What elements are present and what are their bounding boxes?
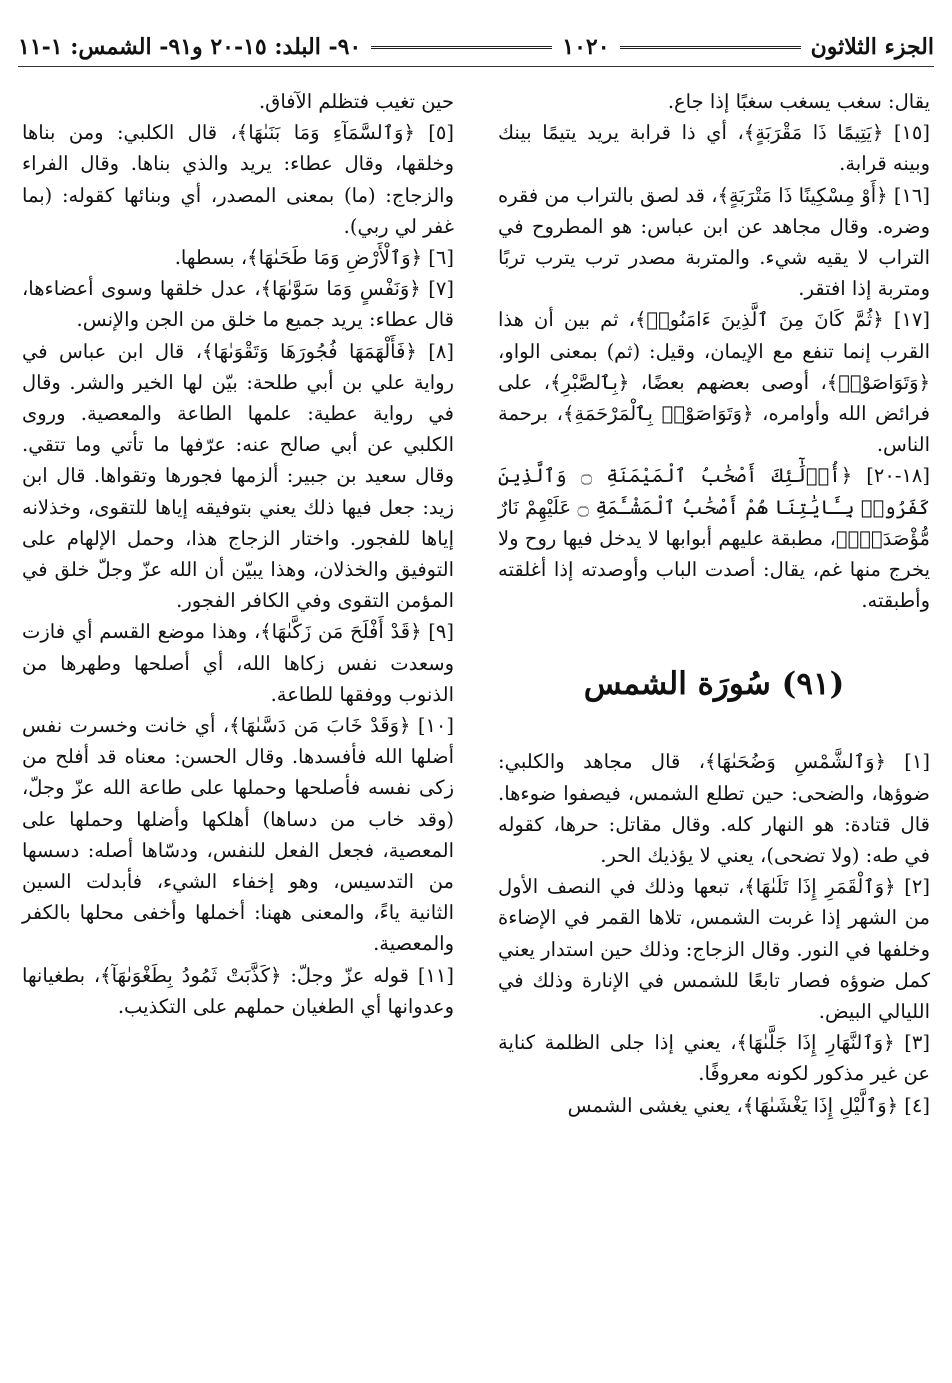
paragraph: [٣] ﴿وَٱلنَّهَارِ إِذَا جَلَّىٰهَا﴾، يعني إذا جلى الظلمة كناية عن غير مذكور لكونه معروفًا. bbox=[498, 1031, 930, 1086]
paragraph: [٢] ﴿وَٱلْقَمَرِ إِذَا تَلَىٰهَا﴾، تبعها وذلك في النصف الأول من الشهر إذا غربت الشمس، تلاها القمر في الإضاءة وخلفها في النور. وقال الزجاج: وذلك حين استدار يعني كمل ضوؤه فصار تابعًا للشمس في الإنارة وذلك في الليالي البيض. bbox=[498, 875, 930, 1024]
paragraph: [١٧] ﴿ثُمَّ كَانَ مِنَ ٱلَّذِينَ ءَامَنُوا۟﴾، ثم بين أن هذا القرب إنما تنفع مع الإيمان، وقيل: (ثم) بمعنى الواو، ﴿وَتَوَاصَوْا۟﴾، أوصى بعضهم بعضًا، ﴿بِٱلصَّبْرِ﴾، على فرائض الله وأوامره، ﴿وَتَوَاصَوْا۟ بِٱلْمَرْحَمَةِ﴾، برحمة الناس. bbox=[498, 308, 930, 457]
paragraph: [٩] ﴿قَدْ أَفْلَحَ مَن زَكَّىٰهَا﴾، وهذا موضع القسم أي فازت وسعدت نفس زكاها الله، أي أصلحها وطهرها من الذنوب ووفقها للطاعة. bbox=[22, 620, 454, 706]
paragraph: [١] ﴿وَٱلشَّمْسِ وَضُحَىٰهَا﴾، قال مجاهد والكلبي: ضوؤها، والضحى: حين تطلع الشمس، فيصفوا ضوءها. قال قتادة: هو النهار كله. وقال مقاتل: حرها، كقوله في طه: (ولا تضحى)، يعني لا يؤذيك الحر. bbox=[498, 750, 930, 868]
surah-title: (٩١) سُورَة الشمس bbox=[583, 666, 845, 703]
paragraph: [١٨-٢٠] ﴿أُو۟لَٰٓئِكَ أَصْحَٰبُ ٱلْمَيْمَنَةِ ۝ وَٱلَّذِينَ كَفَرُوا۟ بِـَٔايَٰتِنَا هُمْ أَصْحَٰبُ ٱلْمَشْـَٔمَةِ ۝ عَلَيْهِمْ نَارٌ مُّؤْصَدَةٌۢ﴾، مطبقة عليهم أبوابها لا يدخل فيها روح ولا يخرج منها غم، يقال: أصدت الباب وأوصدته إذا أغلقته وأطبقته. bbox=[498, 464, 931, 613]
paragraph: يقال: سغب يسغب سغبًا إذا جاع. bbox=[667, 90, 930, 113]
paragraph: [٤] ﴿وَٱلَّيْلِ إِذَا يَغْشَىٰهَا﴾، يعني يغشى الشمس bbox=[567, 1093, 930, 1117]
paragraph: [٥] ﴿وَٱلسَّمَآءِ وَمَا بَنَىٰهَا﴾، قال الكلبي: ومن بناها وخلقها، وقال عطاء: يريد والذي بناها. وقال الفراء والزجاج: (ما) بمعنى المصدر، أي وبنائها كقوله: (بما غفر لي ربي). bbox=[22, 121, 454, 238]
paragraph: [٨] ﴿فَأَلْهَمَهَا فُجُورَهَا وَتَقْوَىٰهَا﴾، قال ابن عباس في رواية علي بن أبي طلحة: بيّن لها الخير والشر. وقال في رواية عطية: علمها الطاعة والمعصية. وروى الكلبي عن أبي صالح عنه: عرّفها ما تأتي وما تتقي. وقال سعيد بن جبير: ألزمها فجورها وتقواها. قال ابن زيد: جعل فيها ذلك يعني بتوفيقه إياها للتقوى، وخذلانه إياها للفجور. واختار الزجاج هذا، وحمل الإلهام على التوفيق والخذلان، وهذا يبيّن أن الله عزّ وجلّ خلق في المؤمن التقوى وفي الكافر الفجور. bbox=[22, 339, 454, 613]
header-rule bbox=[620, 46, 801, 49]
paragraph: [٧] ﴿وَنَفْسٍ وَمَا سَوَّىٰهَا﴾، عدل خلقها وسوى أعضاءها، قال عطاء: يريد جميع ما خلق من الجن والإنس. bbox=[22, 277, 454, 332]
header-rule bbox=[371, 46, 552, 49]
paragraph: [١٥] ﴿يَتِيمًا ذَا مَقْرَبَةٍ﴾، أي ذا قرابة يريد يتيمًا بينك وبينه قرابة. bbox=[498, 121, 930, 176]
page-number: ١٠٢٠ bbox=[562, 34, 610, 60]
page-header bbox=[18, 30, 934, 64]
paragraph: [١٦] ﴿أَوْ مِسْكِينًا ذَا مَتْرَبَةٍ﴾، قد لصق بالتراب من فقره وضره. وقال مجاهد عن ابن عباس: هو المطروح في التراب لا يقيه شيء. والمتربة مصدر ترب يترب تربًا ومتربة إذا افتقر. bbox=[498, 183, 930, 301]
header-divider bbox=[18, 66, 934, 67]
right-column bbox=[498, 86, 930, 1121]
paragraph: [١٠] ﴿وَقَدْ خَابَ مَن دَسَّىٰهَا﴾، أي خانت وخسرت نفس أضلها الله فأفسدها. وقال الحسن: معناه قد أفلح من زكى نفسه فأصلحها وحملها على طاعة الله عزّ وجلّ، (وقد خاب من دساها) أهلكها وأضلها وحملها على المعصية، فجعل الفعل للنفس، ودسّاها أصله: دسسها من التدسيس، وهو إخفاء الشيء، فأبدلت السين الثانية ياءً، والمعنى ههنا: أخملها وأخفى محلها بالكفر والمعصية. bbox=[22, 714, 454, 956]
left-column bbox=[22, 86, 454, 1022]
surah-range: ٩٠- البلد: ١٥-٢٠ و٩١- الشمس: ١-١١ bbox=[18, 34, 362, 60]
paragraph: [٦] ﴿وَٱلْأَرْضِ وَمَا طَحَىٰهَا﴾، بسطها. bbox=[174, 246, 454, 270]
paragraph: [١١] قوله عزّ وجلّ: ﴿كَذَّبَتْ ثَمُودُ بِطَغْوَىٰهَآ﴾، بطغيانها وعدوانها أي الطغيان حملهم على التكذيب. bbox=[22, 963, 454, 1018]
paragraph: حين تغيب فتظلم الآفاق. bbox=[258, 90, 454, 113]
part-title: الجزء الثلاثون bbox=[810, 34, 934, 60]
